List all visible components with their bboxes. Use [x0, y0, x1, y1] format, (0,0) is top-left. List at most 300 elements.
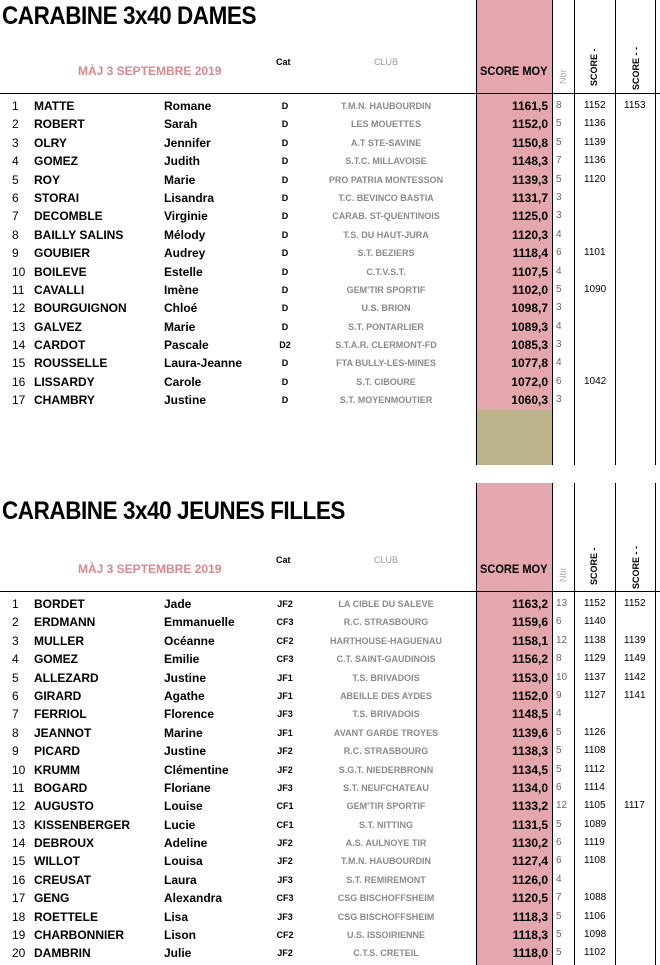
first-name: Jade [164, 597, 192, 611]
last-name: ALLEZARD [34, 670, 99, 685]
score-moy: 1133,2 [511, 799, 548, 814]
score-2: 1153 [624, 100, 646, 111]
rank-cell: 2 [12, 615, 19, 630]
category: D [281, 119, 289, 130]
first-name: Emmanuelle [164, 615, 235, 630]
score-moy: 1150,8 [511, 135, 548, 150]
last-name: CARDOT [34, 338, 86, 353]
rank-cell: 6 [12, 190, 19, 205]
match-count: 5 [556, 726, 562, 738]
score-moy: 1098,7 [511, 301, 548, 316]
score-moy: 1139,3 [511, 172, 548, 187]
score-1: 1127 [584, 689, 606, 701]
category: D [281, 395, 289, 406]
rank-cell: 16 [12, 374, 26, 389]
score-moy: 1077,8 [511, 356, 548, 371]
score-1: 1152 [584, 598, 606, 609]
header-divider [0, 93, 660, 94]
score-moy: 1163,2 [511, 597, 548, 611]
score-moy: 1118,3 [512, 928, 548, 943]
first-name: Océanne [164, 633, 215, 648]
first-name: Audrey [164, 246, 206, 261]
last-name: GOUBIER [34, 246, 91, 261]
rank-cell: 7 [12, 707, 19, 722]
match-count: 6 [556, 781, 562, 793]
club-name: S.T.A.R. CLERMONT-FD [335, 340, 437, 351]
score-2: 1152 [624, 598, 646, 609]
club-name: S.T. CIBOURE [356, 376, 416, 387]
rank-cell: 11 [12, 780, 25, 795]
rank-cell: 4 [12, 154, 19, 169]
first-name: Laura [164, 872, 197, 887]
score-1: 1042 [584, 375, 607, 387]
club-name: LES MOUETTES [350, 119, 421, 130]
match-count: 4 [556, 320, 562, 332]
table-row [0, 595, 660, 613]
club-name: S.T. NITTING [359, 819, 413, 830]
score-moy: 1153,0 [511, 670, 548, 685]
rank-cell: 17 [12, 891, 26, 906]
table-row [0, 171, 660, 189]
rank-cell: 3 [12, 633, 19, 648]
category: CF2 [276, 930, 294, 941]
score-2: 1117 [624, 800, 645, 812]
club-name: C.T. SAINT-GAUDINOIS [336, 654, 436, 665]
table-row [0, 669, 660, 687]
club-name: T.S. BRIVADOIS [352, 709, 420, 720]
score-1: 1112 [584, 763, 605, 775]
club-name: S.T. PONTARLIER [348, 321, 424, 332]
match-count: 4 [556, 265, 562, 277]
table-row [0, 852, 660, 870]
score-1: 1140 [584, 616, 606, 628]
category: JF1 [277, 690, 293, 701]
score-1: 1138 [584, 634, 606, 646]
category: JF2 [277, 856, 293, 867]
category: JF1 [277, 727, 293, 738]
club-name: U.S. BRION [361, 303, 411, 314]
score-moy: 1131,5 [511, 817, 548, 832]
club-name: T.M.N. HAUBOURDIN [341, 101, 431, 111]
category: CF3 [276, 617, 294, 628]
score-1: 1137 [584, 671, 606, 683]
rank-cell: 2 [12, 117, 19, 132]
section-jeunes-filles [0, 483, 660, 965]
first-name: Romane [164, 99, 212, 113]
club-name: CSG BISCHOFFSHEIM [337, 911, 435, 922]
first-name: Estelle [164, 264, 203, 279]
club-name: C.T.V.S.T. [366, 266, 406, 277]
first-name: Sarah [164, 117, 198, 132]
table-row [0, 632, 660, 650]
category: JF2 [277, 746, 293, 757]
first-name: Chloé [164, 301, 198, 316]
header-score-1: SCORE - [589, 48, 599, 86]
score-moy: 1107,5 [511, 264, 548, 279]
score-1: 1139 [584, 136, 606, 148]
table-row [0, 354, 660, 372]
club-name: A.S. AULNOYE TIR [345, 838, 427, 849]
category: CF2 [276, 635, 294, 646]
club-name: S.T. BEZIERS [357, 248, 415, 259]
match-count: 6 [556, 375, 562, 387]
rank-cell: 16 [12, 872, 26, 887]
category: D [281, 376, 289, 387]
match-count: 3 [556, 302, 562, 314]
rank-cell: 8 [12, 227, 19, 242]
match-count: 6 [556, 837, 562, 849]
header-cat: Cat [276, 57, 291, 67]
score-moy: 1130,2 [511, 836, 548, 851]
header-nbr: Nbr [558, 69, 568, 84]
first-name: Julie [164, 946, 192, 961]
score-moy: 1102,0 [511, 282, 548, 297]
score-1: 1106 [584, 910, 606, 922]
club-name: LA CIBLE DU SALEVE [338, 599, 434, 609]
club-name: S.G.T. NIEDERBRONN [338, 764, 434, 775]
score-2: 1142 [624, 671, 646, 683]
club-name: S.T. NEUFCHATEAU [343, 782, 429, 793]
rank-cell: 1 [12, 597, 19, 611]
category: CF1 [276, 819, 294, 830]
score-1: 1102 [584, 947, 606, 959]
update-date: MÀJ 3 SEPTEMBRE 2019 [78, 562, 222, 576]
last-name: MATTE [34, 99, 75, 113]
rank-cell: 17 [12, 393, 26, 408]
category: D [281, 211, 289, 222]
rank-cell: 4 [12, 652, 19, 667]
last-name: DECOMBLE [34, 209, 103, 224]
club-name: T.M.N. HAUBOURDIN [341, 856, 431, 867]
last-name: BOGARD [34, 780, 88, 795]
first-name: Justine [164, 670, 207, 685]
results-table [0, 97, 660, 410]
club-name: R.C. STRASBOURG [343, 746, 429, 757]
category: D [281, 156, 289, 167]
table-row [0, 742, 660, 760]
club-name: R.C. STRASBOURG [343, 617, 429, 628]
last-name: GALVEZ [34, 319, 82, 334]
score-1: 1098 [584, 929, 607, 941]
first-name: Laura-Jeanne [164, 356, 243, 371]
first-name: Alexandra [164, 891, 223, 906]
category: JF2 [277, 764, 293, 775]
score-moy: 1139,6 [511, 725, 548, 740]
header-score-moy: SCORE MOY [480, 562, 548, 576]
last-name: BOURGUIGNON [34, 301, 127, 316]
rank-cell: 13 [12, 817, 26, 832]
last-name: MULLER [34, 633, 84, 648]
table-row [0, 115, 660, 133]
score-1: 1105 [584, 800, 606, 812]
club-name: A.T STE-SAVINE [350, 137, 422, 148]
match-count: 5 [556, 136, 562, 148]
empty-score-cell [476, 410, 552, 465]
match-count: 10 [556, 671, 568, 683]
score-moy: 1152,0 [511, 688, 548, 703]
last-name: GENG [34, 891, 70, 906]
last-name: ROY [34, 172, 61, 187]
rank-cell: 15 [12, 854, 26, 869]
match-count: 9 [556, 689, 562, 701]
last-name: PICARD [34, 744, 81, 759]
category: D [281, 229, 289, 240]
table-row [0, 871, 660, 889]
rank-cell: 1 [12, 99, 19, 113]
first-name: Marie [164, 172, 196, 187]
first-name: Justine [164, 744, 207, 759]
section-title: CARABINE 3x40 DAMES [2, 2, 257, 30]
table-row [0, 705, 660, 723]
rank-cell: 8 [12, 725, 19, 740]
last-name: ROBERT [34, 117, 85, 132]
score-moy: 1120,5 [511, 891, 548, 906]
table-row [0, 391, 660, 409]
first-name: Clémentine [164, 762, 229, 777]
last-name: GIRARD [34, 688, 82, 703]
table-row [0, 97, 660, 115]
table-row [0, 761, 660, 779]
match-count: 5 [556, 818, 562, 830]
category: CF3 [276, 654, 294, 665]
club-name: HARTHOUSE-HAGUENAU [330, 635, 442, 646]
club-name: PRO PATRIA MONTESSON [328, 174, 444, 185]
club-name: CARAB. ST-QUENTINOIS [332, 211, 440, 222]
club-name: S.T. REMIREMONT [346, 874, 426, 885]
rank-cell: 10 [12, 264, 26, 279]
first-name: Floriane [164, 780, 211, 795]
match-count: 12 [556, 800, 568, 812]
category: D [281, 192, 289, 203]
club-name: T.S. DU HAUT-JURA [343, 229, 429, 240]
first-name: Marie [164, 319, 196, 334]
header-score-2: SCORE - - [631, 46, 641, 90]
score-moy: 1072,0 [511, 374, 548, 389]
category: JF2 [277, 599, 293, 609]
last-name: KISSENBERGER [34, 817, 131, 832]
category: D2 [279, 340, 291, 351]
match-count: 5 [556, 118, 562, 130]
table-row [0, 299, 660, 317]
category: D [281, 248, 289, 259]
score-moy: 1159,6 [511, 615, 548, 630]
score-moy: 1131,7 [511, 190, 548, 205]
match-count: 5 [556, 763, 562, 775]
first-name: Louisa [164, 854, 203, 869]
last-name: GOMEZ [34, 154, 78, 169]
category: JF3 [277, 709, 293, 720]
last-name: CREUSAT [34, 872, 92, 887]
category: JF2 [277, 838, 293, 849]
score-moy: 1126,0 [511, 872, 548, 887]
score-moy: 1148,3 [511, 154, 548, 169]
last-name: FERRIOL [34, 707, 87, 722]
first-name: Mélody [164, 227, 206, 242]
score-moy: 1089,3 [511, 319, 548, 334]
club-name: AVANT GARDE TROYES [333, 727, 439, 738]
rank-cell: 3 [12, 135, 19, 150]
category: D [281, 101, 289, 111]
score-moy: 1148,5 [511, 707, 548, 722]
last-name: CAVALLI [34, 282, 85, 297]
header-club: CLUB [374, 57, 399, 67]
last-name: BAILLY SALINS [34, 227, 124, 242]
score-moy: 1161,5 [511, 99, 548, 113]
club-name: S.T. MOYENMOUTIER [339, 395, 433, 406]
table-row [0, 797, 660, 815]
first-name: Judith [164, 154, 200, 169]
score-moy: 1118,0 [512, 946, 548, 961]
table-row [0, 687, 660, 705]
score-1: 1090 [584, 283, 607, 295]
first-name: Justine [164, 393, 207, 408]
last-name: BORDET [34, 597, 85, 611]
score-moy: 1125,0 [511, 209, 548, 224]
match-count: 6 [556, 616, 562, 628]
last-name: DAMBRIN [34, 946, 91, 961]
match-count: 12 [556, 634, 568, 646]
club-name: GEM'TIR SPORTIF [346, 284, 426, 295]
rank-cell: 14 [12, 338, 26, 353]
last-name: OLRY [34, 135, 67, 150]
match-count: 5 [556, 283, 562, 295]
score-moy: 1156,2 [511, 652, 548, 667]
club-name: CSG BISCHOFFSHEIM [337, 893, 435, 904]
match-count: 3 [556, 339, 562, 351]
table-row [0, 134, 660, 152]
first-name: Emilie [164, 652, 200, 667]
table-row [0, 834, 660, 852]
rank-cell: 12 [12, 799, 26, 814]
table-row [0, 944, 660, 962]
first-name: Lisandra [164, 190, 215, 205]
table-row [0, 189, 660, 207]
rank-cell: 20 [12, 946, 26, 961]
rank-cell: 13 [12, 319, 26, 334]
table-row [0, 336, 660, 354]
last-name: CHARBONNIER [34, 928, 124, 943]
category: CF3 [276, 893, 294, 904]
first-name: Lison [164, 928, 196, 943]
club-name: C.T.S. CRETEIL [353, 948, 419, 959]
rank-cell: 5 [12, 670, 19, 685]
match-count: 4 [556, 228, 562, 240]
score-1: 1108 [584, 745, 606, 757]
last-name: GOMEZ [34, 652, 78, 667]
table-row [0, 281, 660, 299]
first-name: Adeline [164, 836, 208, 851]
match-count: 7 [556, 155, 562, 167]
update-date: MÀJ 3 SEPTEMBRE 2019 [78, 64, 222, 78]
first-name: Imène [164, 282, 199, 297]
rank-cell: 15 [12, 356, 26, 371]
section-title: CARABINE 3x40 JEUNES FILLES [2, 497, 345, 525]
last-name: LISSARDY [34, 374, 95, 389]
match-count: 5 [556, 929, 562, 941]
category: JF3 [277, 874, 293, 885]
score-moy: 1134,5 [511, 762, 548, 777]
first-name: Lucie [164, 817, 196, 832]
table-row [0, 650, 660, 668]
score-2: 1139 [624, 634, 646, 646]
rank-cell: 12 [12, 301, 26, 316]
match-count: 8 [556, 653, 562, 665]
score-moy: 1127,4 [511, 854, 548, 869]
table-row [0, 207, 660, 225]
match-count: 3 [556, 210, 562, 222]
club-name: S.T.C. MILLAVOISE [345, 156, 427, 167]
score-moy: 1060,3 [511, 393, 548, 408]
table-row [0, 152, 660, 170]
category: D [281, 303, 289, 314]
table-row [0, 373, 660, 391]
score-moy: 1118,4 [512, 246, 548, 261]
category: CF1 [276, 801, 294, 812]
score-1: 1129 [584, 653, 606, 665]
table-row [0, 908, 660, 926]
score-moy: 1120,3 [511, 227, 548, 242]
score-1: 1101 [584, 247, 606, 259]
rank-cell: 9 [12, 246, 19, 261]
score-1: 1119 [584, 837, 605, 849]
score-1: 1108 [584, 855, 606, 867]
score-1: 1089 [584, 818, 607, 830]
table-row [0, 816, 660, 834]
match-count: 3 [556, 394, 562, 406]
header-divider [0, 591, 660, 592]
club-name: T.C. BEVINCO BASTIA [338, 192, 434, 203]
first-name: Jennifer [164, 135, 211, 150]
score-1: 1114 [584, 781, 605, 793]
match-count: 5 [556, 947, 562, 959]
match-count: 4 [556, 357, 562, 369]
last-name: ROETTELE [34, 909, 99, 924]
score-moy: 1085,3 [511, 338, 548, 353]
first-name: Agathe [164, 688, 205, 703]
header-score-2: SCORE - - [631, 545, 641, 589]
match-count: 7 [556, 892, 562, 904]
rank-cell: 6 [12, 688, 19, 703]
first-name: Virginie [164, 209, 208, 224]
match-count: 4 [556, 708, 562, 720]
club-name: GEM'TIR SPORTIF [346, 801, 426, 812]
header-score-moy: SCORE MOY [480, 64, 548, 78]
score-1: 1126 [584, 726, 606, 738]
first-name: Pascale [164, 338, 209, 353]
match-count: 4 [556, 873, 562, 885]
table-row [0, 889, 660, 907]
header-nbr: Nbr [558, 567, 568, 582]
last-name: AUGUSTO [34, 799, 94, 814]
table-row [0, 263, 660, 281]
match-count: 6 [556, 855, 562, 867]
table-row [0, 318, 660, 336]
first-name: Carole [164, 374, 202, 389]
rank-cell: 7 [12, 209, 19, 224]
section-dames [0, 0, 660, 470]
category: D [281, 284, 289, 295]
category: D [281, 266, 289, 277]
category: D [281, 137, 289, 148]
rank-cell: 9 [12, 744, 19, 759]
category: D [281, 358, 289, 369]
match-count: 5 [556, 173, 562, 185]
score-1: 1136 [584, 118, 606, 130]
last-name: CHAMBRY [34, 393, 95, 408]
match-count: 5 [556, 745, 562, 757]
match-count: 8 [556, 100, 562, 111]
rank-cell: 11 [12, 282, 25, 297]
